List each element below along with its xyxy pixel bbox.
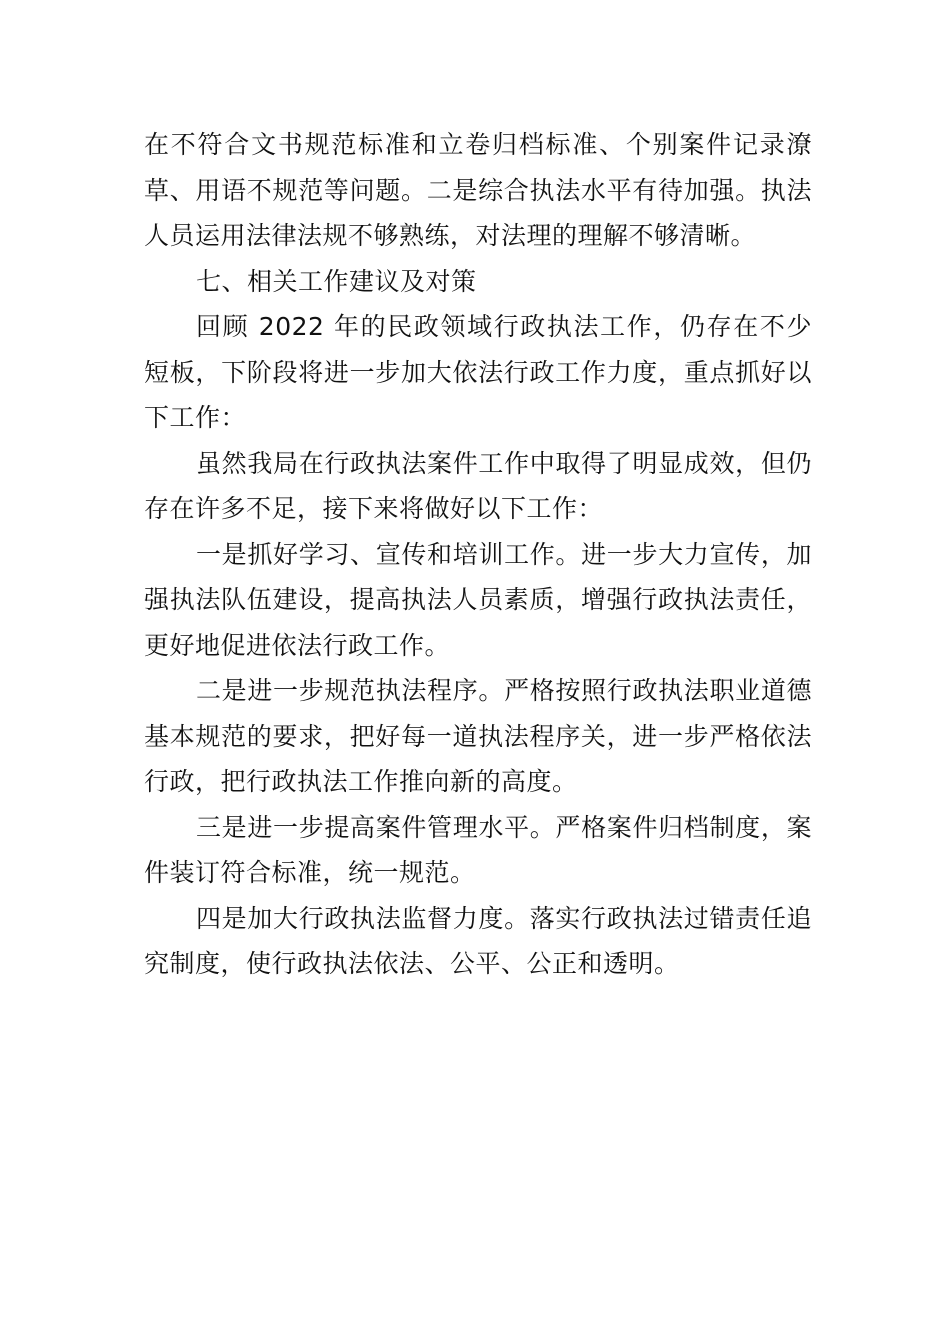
paragraph-item-2: 二是进一步规范执法程序。严格按照行政执法职业道德基本规范的要求，把好每一道执法程序关，进一步严格依法行政，把行政执法工作推向新的高度。 [144, 676, 812, 796]
paragraph-item-4: 四是加大行政执法监督力度。落实行政执法过错责任追究制度，使行政执法依法、公平、公正和透明。 [144, 903, 812, 978]
section-heading: 七、相关工作建议及对策 [196, 266, 477, 296]
paragraph-review: 回顾 2022 年的民政领域行政执法工作，仍存在不少短板，下阶段将进一步加大依法行政工作力度，重点抓好以下工作： [144, 312, 812, 432]
document-body [144, 122, 812, 987]
paragraph-shortcomings: 虽然我局在行政执法案件工作中取得了明显成效，但仍存在许多不足，接下来将做好以下工作： [144, 448, 812, 523]
paragraph-continuation: 在不符合文书规范标准和立卷归档标准、个别案件记录潦草、用语不规范等问题。二是综合执法水平有待加强。执法人员运用法律法规不够熟练，对法理的理解不够清晰。 [144, 130, 812, 250]
paragraph-item-3: 三是进一步提高案件管理水平。严格案件归档制度，案件装订符合标准，统一规范。 [144, 812, 812, 887]
paragraph-item-1: 一是抓好学习、宣传和培训工作。进一步大力宣传，加强执法队伍建设，提高执法人员素质，增强行政执法责任， 更好地促进依法行政工作。 [144, 539, 812, 660]
